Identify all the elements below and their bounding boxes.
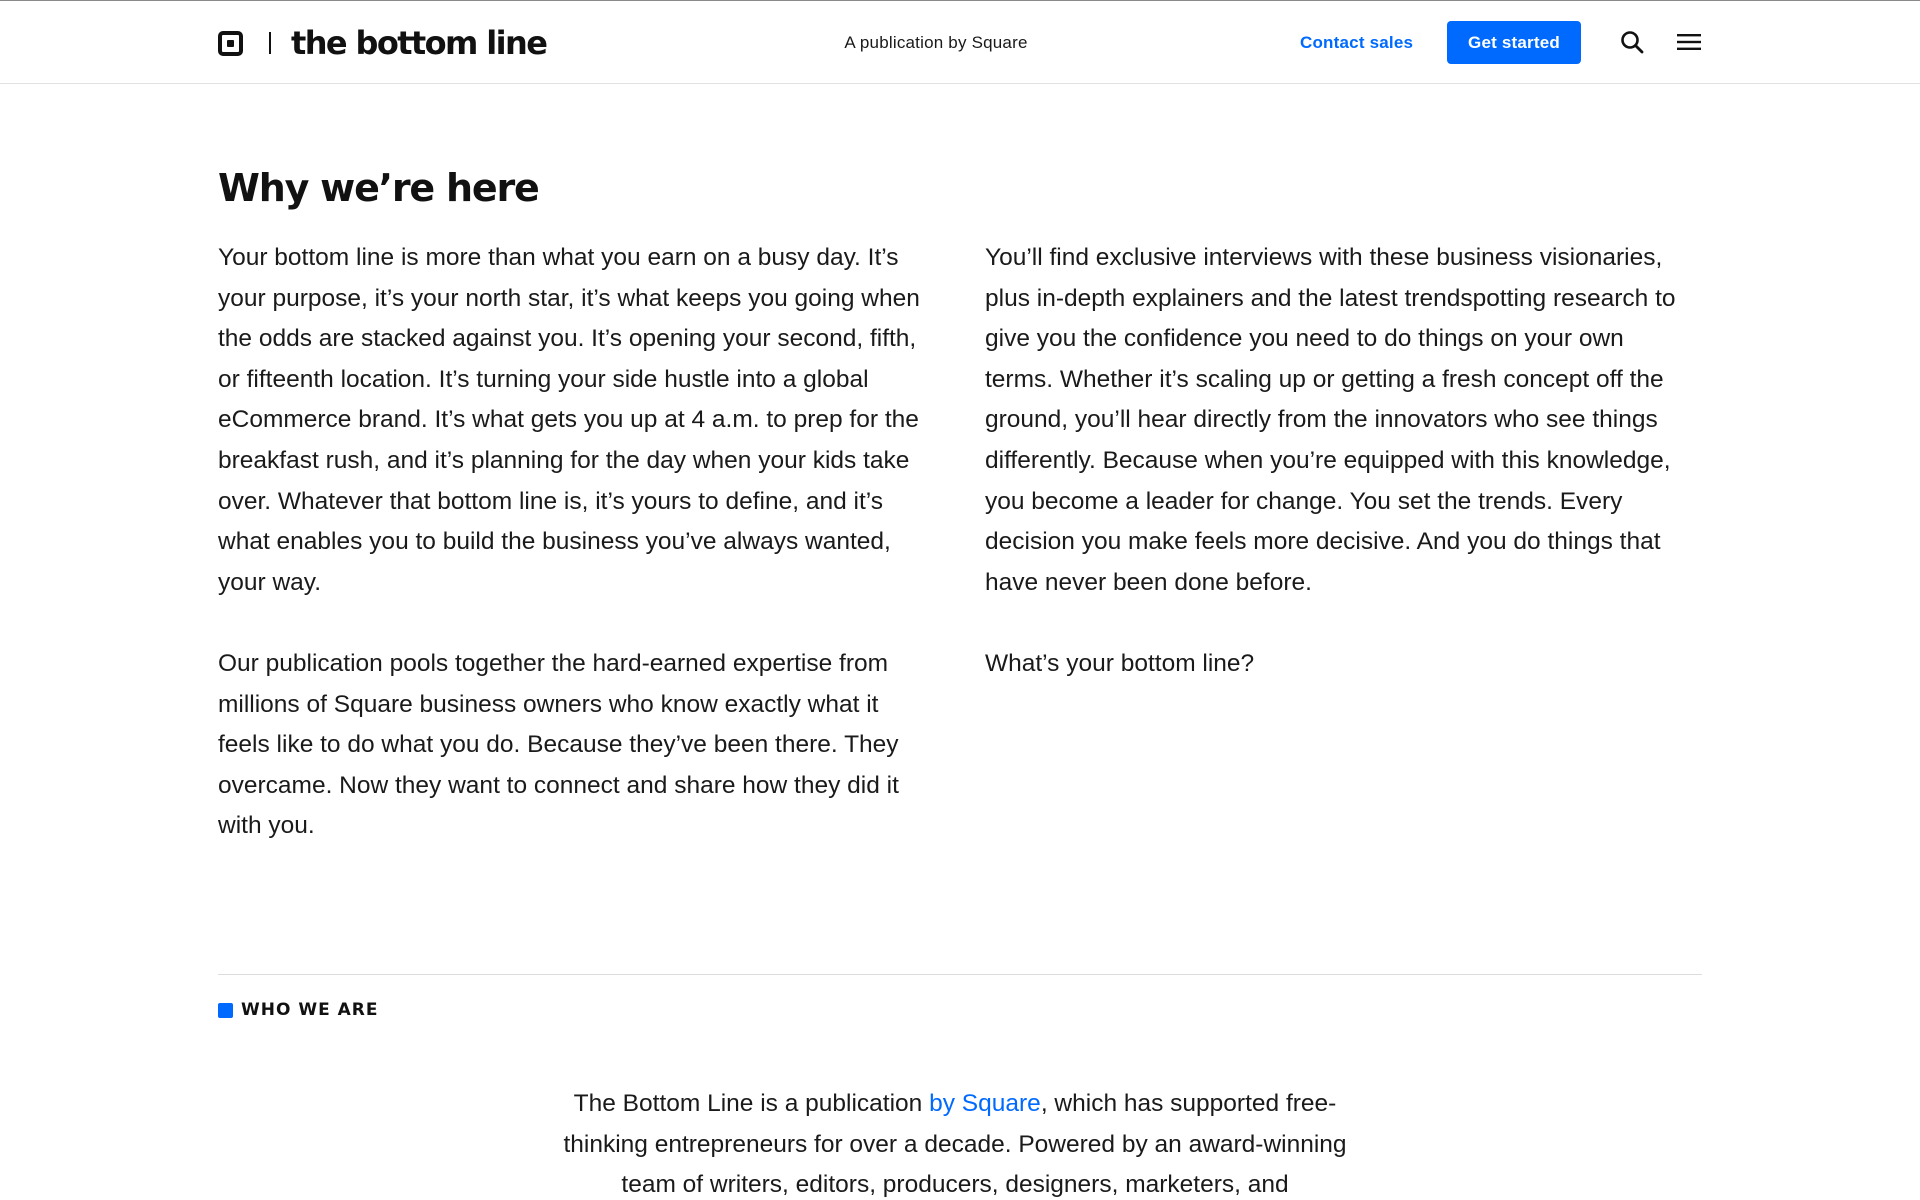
who-we-are-intro xyxy=(545,1084,1365,1200)
left-paragraph-2: Our publication pools together the hard-earned expertise from millions of Square business owners who know exactly what it feels like to do what you do. Because they’ve been there. They overcame. Now they want to connect and share how they did it with you. xyxy=(218,649,899,840)
hamburger-menu-icon xyxy=(1676,31,1702,53)
by-square-link[interactable]: by Square xyxy=(929,1090,1041,1117)
right-paragraph-2: What’s your bottom line? xyxy=(985,649,1255,677)
who-we-are-label: WHO WE ARE xyxy=(241,1000,379,1020)
search-icon xyxy=(1619,29,1645,55)
contact-sales-link[interactable]: Contact sales xyxy=(1300,33,1414,52)
search-button[interactable] xyxy=(1619,29,1645,55)
intro-text-start: The Bottom Line is a publication xyxy=(573,1090,930,1117)
publication-tagline: A publication by Square xyxy=(844,33,1028,52)
intro-text-end: , which has supported free-thinking entrepreneurs for over a decade. Powered by an award-winning team of writers, editors, producers, designers, marketers, and xyxy=(563,1090,1347,1199)
left-paragraph-1: Your bottom line is more than what you earn on a busy day. It’s your purpose, it’s your north star, it’s what keeps you going when the odds are stacked against you. It’s opening your second, fifth, or fifteenth location. It’s turning your side hustle into a global eCommerce brand. It’s what gets you up at 4 a.m. to prep for the breakfast rush, and it’s planning for the day when your kids take over. Whatever that bottom line is, it’s yours to define, and it’s what enables you to build the business you’ve always wanted, your way. xyxy=(218,244,920,596)
left-column xyxy=(218,238,930,888)
top-navigation-bar xyxy=(0,0,1920,84)
get-started-button[interactable]: Get started xyxy=(1447,21,1581,64)
right-paragraph-1: You’ll find exclusive interviews with these business visionaries, plus in-depth explainers and the latest trendspotting research to give you the confidence you need to do things on your own terms. Whether it’s scaling up or getting a fresh concept off the ground, you’ll hear directly from the innovators who see things differently. Because when you’re equipped with this knowledge, you become a leader for change. You set the trends. Every decision you make feels more decisive. And you do things that have never been done before. xyxy=(985,244,1676,596)
who-we-are-eyebrow xyxy=(218,1000,379,1020)
brand-name: the bottom line xyxy=(291,24,547,62)
blue-square-icon xyxy=(218,1003,233,1018)
right-column xyxy=(985,238,1697,725)
menu-button[interactable] xyxy=(1676,31,1702,53)
section-divider xyxy=(218,974,1702,975)
page-title: Why we’re here xyxy=(218,166,539,210)
